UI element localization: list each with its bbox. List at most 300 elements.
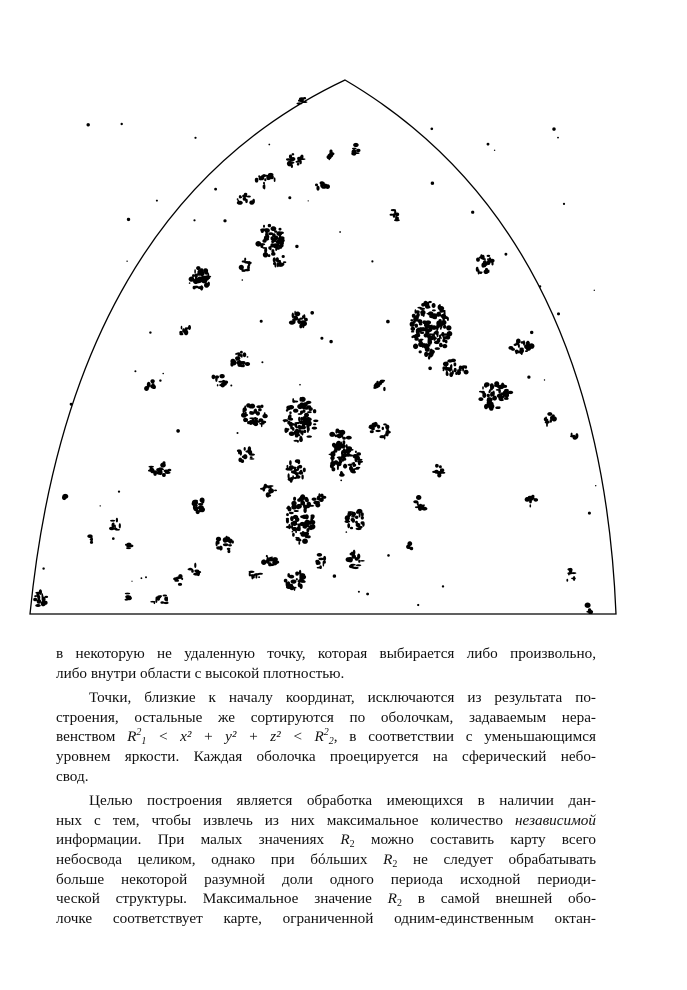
density-speck [297,318,300,323]
density-speck [299,570,301,575]
density-speck [219,374,224,378]
density-speck [492,396,497,401]
density-speck [460,366,465,369]
density-speck [347,518,349,523]
density-speck [387,554,390,557]
density-speck [125,593,130,595]
density-speck [263,225,265,228]
math-symbol: R [383,850,393,868]
text-line: лочке соответствует карте, ограниченной одним-единственным октан- [56,909,596,927]
density-speck [270,175,274,179]
density-speck [298,417,301,422]
density-speck [530,504,532,507]
density-speck [355,451,357,454]
density-speck [36,593,39,597]
density-speck [265,232,268,237]
density-speck [291,477,293,482]
density-speck [243,418,248,422]
density-speck [256,405,261,408]
emphasis: независимой [515,811,596,829]
density-speck [198,287,202,289]
text-fragment: небосвода целиком, однако при бóльших [56,850,384,868]
density-speck [299,436,302,441]
density-speck [360,560,365,562]
density-speck [212,375,216,380]
density-speck [386,432,389,437]
density-speck [409,548,411,550]
density-speck [396,217,399,220]
density-speck [435,314,440,317]
density-speck [262,487,265,492]
density-speck [150,601,155,603]
density-speck [450,364,452,369]
density-speck [342,459,344,462]
density-speck [249,458,254,460]
density-speck [407,541,412,546]
math-sub: 1 [141,736,147,748]
density-speck [269,232,274,235]
density-speck [571,433,573,437]
density-speck [178,583,182,586]
density-speck [443,333,449,335]
density-speck [222,383,227,386]
density-speck [440,468,444,472]
density-speck [333,574,336,577]
density-speck [423,504,425,506]
density-speck [304,413,309,418]
density-speck [312,498,317,501]
density-speck [495,406,500,409]
density-speck [391,209,396,211]
density-speck [34,595,36,597]
density-speck [164,597,168,601]
density-speck [308,423,310,427]
density-speck [430,353,434,356]
density-speck [431,182,434,185]
density-speck [566,579,568,582]
density-speck [436,325,438,330]
density-speck [440,334,442,336]
density-speck [189,282,191,284]
density-speck [240,450,242,455]
density-speck [249,200,254,204]
density-speck [442,366,445,369]
density-speck [216,541,218,547]
density-speck [417,604,419,606]
density-speck [302,315,305,318]
density-speck [200,498,205,503]
density-speck [297,163,300,166]
density-speck [358,526,362,528]
density-speck [442,585,444,587]
density-speck [152,471,157,473]
density-speck [289,422,293,427]
density-speck [217,384,219,386]
density-speck [189,568,192,570]
text-line [56,889,596,909]
density-speck [238,458,242,463]
density-speck [239,265,244,270]
density-speck [194,274,198,276]
density-speck [451,359,456,363]
text-line [56,727,596,747]
density-speck [471,211,474,214]
density-speck [525,498,528,501]
density-speck [156,597,158,601]
density-speck [283,419,289,422]
density-speck [179,333,183,336]
density-speck [452,370,454,374]
density-speck [292,313,294,319]
density-speck [141,577,143,579]
density-speck [313,501,319,505]
density-speck [299,160,301,164]
density-speck [237,432,239,434]
math-sub: 2 [392,858,398,870]
paragraph-2 [56,688,596,786]
density-speck [454,362,457,366]
density-speck [235,353,237,355]
density-speck [113,523,115,528]
density-speck [302,539,308,544]
density-speck [265,228,270,233]
density-speck [42,567,44,569]
density-speck [526,347,530,350]
text-line: либо внутри области с высокой плотностью. [56,664,345,682]
density-speck [358,460,361,465]
density-speck [487,255,491,257]
density-speck [418,321,422,324]
density-speck [356,564,362,566]
density-speck [369,425,374,430]
density-speck [134,370,136,372]
density-speck [435,330,439,335]
density-speck [203,276,208,279]
density-speck [240,351,243,354]
density-speck [241,361,246,364]
density-speck [317,496,320,501]
density-speck [266,176,270,180]
density-speck [296,161,300,163]
density-speck [297,466,299,471]
density-speck [249,420,253,425]
density-speck [268,254,271,257]
density-speck [322,187,327,189]
density-speck [342,437,346,440]
density-speck [355,516,358,519]
density-speck [289,321,295,325]
density-speck [573,435,575,437]
density-speck [289,460,292,465]
density-speck [329,340,332,343]
density-speck [116,518,118,523]
density-speck [229,540,231,544]
density-speck [419,350,422,353]
density-speck [288,196,291,199]
density-speck [289,575,295,579]
density-speck [482,386,484,389]
density-speck [313,409,316,413]
density-speck [218,381,223,383]
density-speck [304,505,308,510]
text-line: Точки, близкие к началу координат, исключаются из результата по- [89,689,596,707]
density-speck [437,464,439,467]
math-sub: 2 [328,736,334,748]
density-speck [353,143,359,147]
density-speck [196,280,201,283]
inequality [127,727,334,748]
density-speck [307,435,312,437]
density-speck [323,556,326,561]
density-speck [505,253,508,256]
density-speck [343,440,346,444]
density-speck [417,307,421,309]
density-speck [100,505,101,506]
density-speck [479,391,482,393]
density-speck [244,261,250,264]
density-speck [428,325,433,329]
density-speck [223,543,229,546]
density-speck [249,417,254,419]
density-speck [299,384,301,386]
density-speck [557,137,559,139]
density-speck [267,492,271,494]
density-speck [125,599,129,601]
density-speck [327,155,332,159]
density-speck [292,533,295,537]
density-speck [442,310,445,312]
density-speck [350,527,353,530]
density-speck [90,541,93,544]
density-speck [292,153,295,155]
density-speck [220,546,222,550]
density-speck [423,343,425,348]
density-speck [323,561,326,564]
text-fragment: ческой структуры. Максимальное значение [56,890,388,908]
density-speck [476,267,479,272]
density-speck [446,325,451,330]
density-speck [246,403,251,407]
density-speck [375,430,380,432]
density-speck [63,495,65,500]
density-speck [255,180,258,183]
density-speck [291,580,297,584]
density-speck [296,578,298,580]
density-speck [493,391,495,397]
density-speck [306,535,310,538]
text-line: уровнем яркости. Каждая оболочка проецируется на сферический небо- [56,747,596,765]
math-sub: 2 [349,839,355,851]
density-speck [248,450,252,455]
text-fragment: ных с тем, чтобы извлечь из них максимальное количество [56,811,515,829]
density-speck [496,389,500,391]
density-speck [296,504,300,509]
density-speck [494,381,499,386]
density-speck [291,470,296,472]
text-fragment: можно составить карту всего [354,831,596,849]
density-speck [434,470,439,474]
density-speck [487,260,491,265]
density-speck [439,343,443,348]
density-speck [128,545,133,548]
density-speck [131,581,132,582]
density-speck [356,511,359,514]
density-speck [156,200,158,202]
density-speck [445,367,450,370]
density-speck [267,486,271,489]
density-speck [298,471,303,475]
density-speck [506,391,509,395]
density-speck [341,450,343,456]
density-speck [353,567,359,569]
density-speck [358,591,360,593]
density-speck [289,512,294,514]
density-speck [519,348,523,353]
density-speck [87,123,90,126]
density-speck [427,313,432,315]
density-speck [527,376,530,379]
density-speck [446,361,448,365]
density-speck [260,320,263,323]
density-speck [301,403,304,406]
density-speck [550,416,553,420]
density-speck [340,442,342,447]
text-line: в некоторую не удаленную точку, которая выбирается либо произвольно, [56,645,596,662]
density-speck [439,465,442,468]
density-speck [355,521,358,524]
density-speck [274,262,276,267]
density-speck [351,512,356,517]
density-speck [329,152,334,155]
text-fragment: , в соответствии с уменьшающимся [333,728,597,746]
density-speck [247,196,251,198]
density-speck [115,529,120,531]
density-speck [595,485,596,486]
density-speck [413,321,416,324]
density-speck [455,372,457,375]
density-speck [433,336,436,341]
density-speck [423,313,425,317]
density-speck [291,501,296,506]
density-speck [267,494,272,496]
density-speck [514,344,517,346]
body-text [56,644,596,933]
density-speck [568,572,570,575]
density-speck [353,550,356,555]
density-speck [332,467,336,471]
density-speck [247,356,249,358]
density-speck [298,542,300,545]
density-speck [295,426,298,428]
density-speck [569,568,573,573]
density-speck [428,367,432,371]
density-speck [194,269,196,273]
density-speck [250,411,255,415]
density-speck [186,327,189,329]
density-speck [518,345,520,349]
density-speck [499,399,504,401]
density-speck [410,319,413,321]
text-fragment: информации. При малых значениях [56,831,341,849]
density-speck [291,157,296,161]
density-speck [293,497,296,501]
density-speck [162,473,166,477]
density-speck [594,290,595,291]
density-speck [294,477,297,479]
density-speck [464,370,469,375]
density-speck [358,560,360,563]
density-speck [370,430,374,433]
density-speck [500,384,505,388]
density-speck [163,602,168,604]
density-speck [356,149,360,152]
density-speck [393,213,396,215]
density-speck [305,514,309,519]
density-speck [240,364,244,367]
density-speck [264,178,266,181]
density-speck [261,361,263,363]
density-speck [286,409,288,411]
density-speck [436,321,441,326]
density-speck [386,429,389,431]
density-speck [411,327,416,331]
density-speck [384,434,386,439]
density-speck [295,472,299,475]
density-speck [299,575,303,580]
text-line [56,850,596,870]
density-speck [286,585,292,589]
density-speck [478,271,483,273]
density-speck [150,384,155,388]
density-speck [243,352,247,357]
density-speck [227,550,230,553]
density-speck [352,152,354,154]
density-speck [275,248,277,251]
density-speck [530,331,533,334]
density-speck [353,454,358,459]
density-speck [588,610,593,614]
density-speck [294,510,299,512]
density-speck [182,328,185,333]
density-speck [544,379,545,380]
density-speck [198,503,203,505]
density-speck [110,520,115,522]
density-speck [289,411,291,414]
density-speck [319,565,322,569]
density-speck [147,387,149,389]
density-speck [425,348,430,352]
density-speck [298,413,302,415]
density-speck [268,562,272,566]
density-speck [523,340,525,345]
density-speck [268,224,271,227]
density-speck [487,394,490,397]
density-speck [516,339,521,344]
density-speck [230,385,232,387]
density-speck [223,219,226,222]
text-fragment: не следует обрабатывать [397,850,596,868]
density-speck [271,240,274,243]
density-speck [150,379,154,383]
text-line: Целью построения является обработка имеющихся в наличии дан- [89,792,596,810]
density-speck [127,218,130,221]
density-speck [454,368,457,372]
text-line: строения, остальные же сортируются по оболочкам, задаваемым нера- [56,708,596,726]
density-speck [87,534,92,538]
density-speck [158,470,162,476]
density-speck [281,263,284,266]
density-speck [295,245,298,248]
